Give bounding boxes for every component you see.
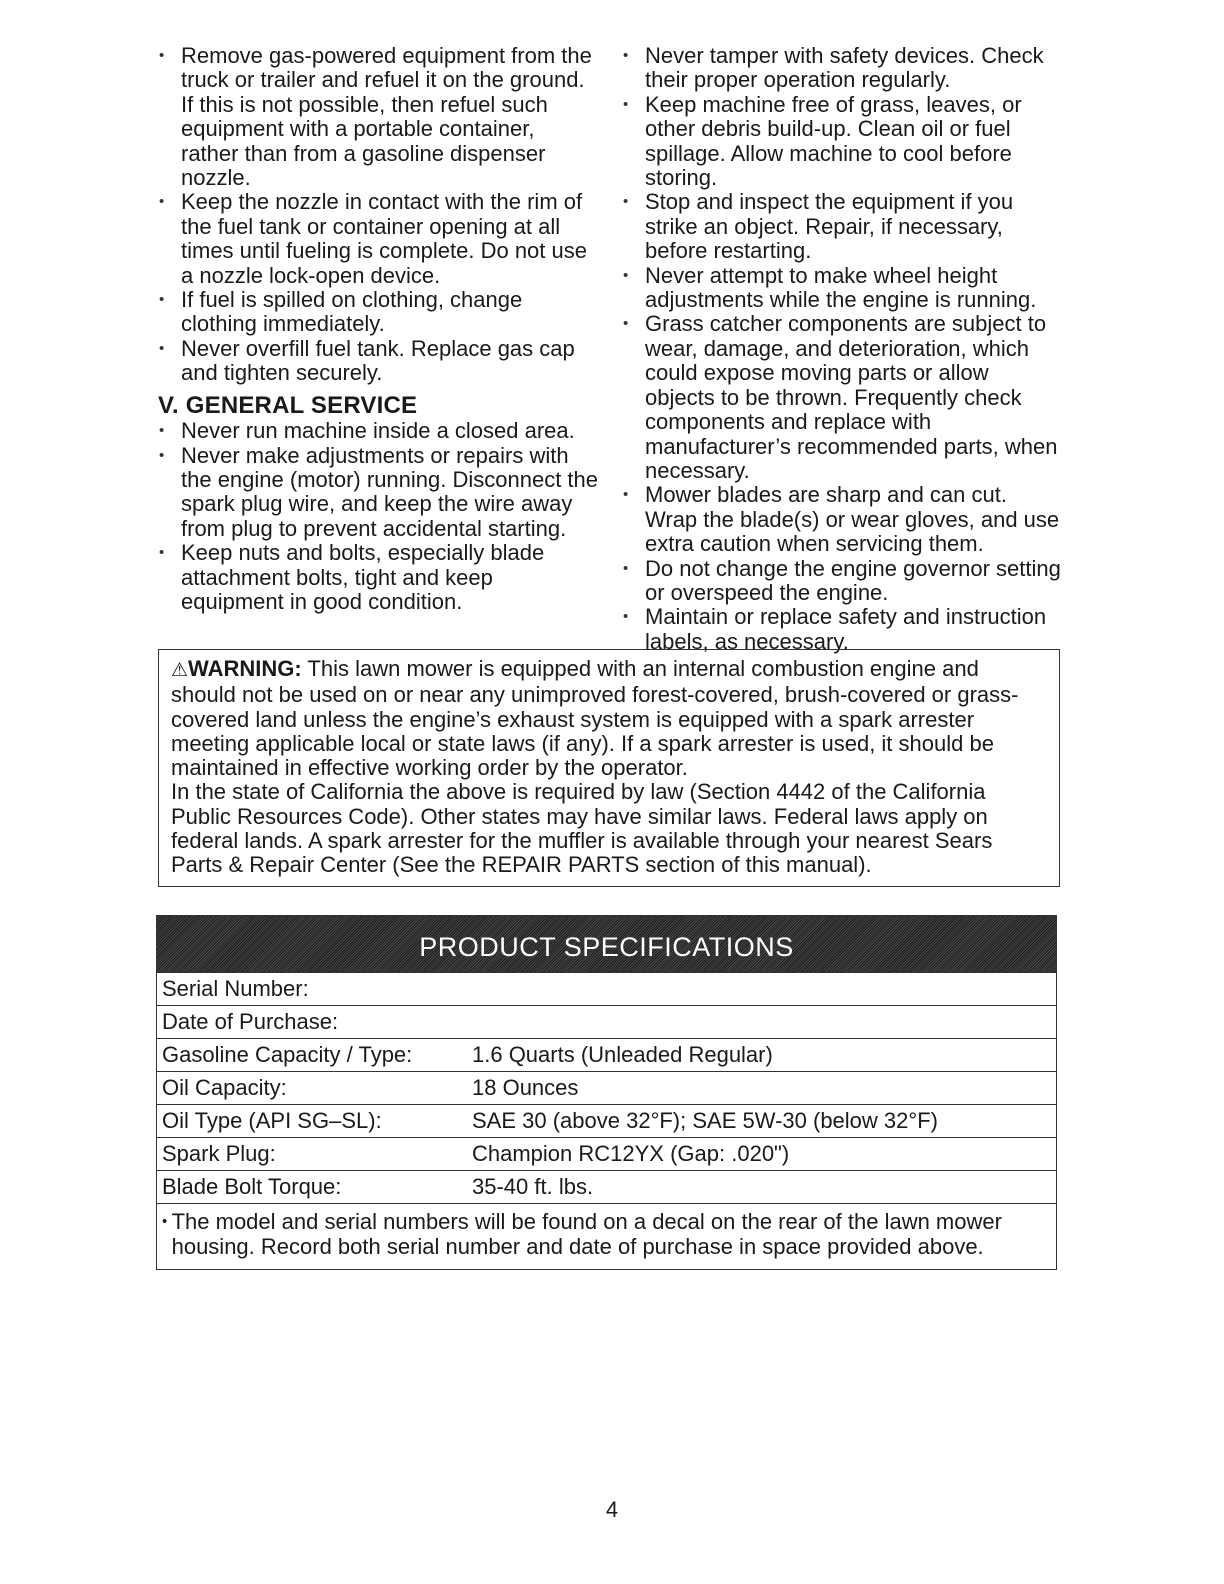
list-item: • Never make adjustments or repairs with the engine (motor) running. Disconnect the spark plug wire, and keep the wire away from plug to prevent accidental starting. xyxy=(158,444,598,542)
spec-value: SAE 30 (above 32°F); SAE 5W-30 (below 32°F) xyxy=(472,1108,938,1133)
table-row xyxy=(157,1137,1056,1170)
list-item: • Do not change the engine governor setting or overspeed the engine. xyxy=(622,557,1062,606)
spec-label: Gasoline Capacity / Type: xyxy=(162,1042,413,1067)
right-column xyxy=(622,44,1062,654)
warning-text: This lawn mower is equipped with an internal combustion engine and should not be used on or near any unimproved forest-covered, brush-covered or grass-covered land unless the engine’s exhaust system is equipped with a spark arrester meeting applicable local or state laws (if any). If a spark arrester is used, it should be maintained in effective working order by the operator. xyxy=(171,656,1019,781)
warning-paragraph-2: In the state of California the above is required by law (Section 4442 of the California Public Resources Code). Other states may have similar laws. Federal laws apply on federal lands. A spark arrester for the muffler is available through your nearest Sears Parts & Repair Center (See the REPAIR PARTS section of this manual). xyxy=(171,779,993,878)
table-row xyxy=(157,1071,1056,1104)
list-item: • Mower blades are sharp and can cut. Wrap the blade(s) or wear gloves, and use extra caution when servicing them. xyxy=(622,483,1062,556)
safety-list xyxy=(622,44,1062,654)
bullet-icon: • xyxy=(162,1213,168,1230)
list-item: • Keep the nozzle in contact with the rim of the fuel tank or container opening at all times until fueling is complete. Do not use a nozzle lock-open device. xyxy=(158,190,598,288)
table-row xyxy=(157,1005,1056,1038)
list-item: • Grass catcher components are subject to wear, damage, and deterioration, which could expose moving parts or allow objects to be thrown. Frequently check components and replace with manufacturer’s recommended parts, when necessary. xyxy=(622,312,1062,483)
list-item: • Keep nuts and bolts, especially blade attachment bolts, tight and keep equipment in good condition. xyxy=(158,541,598,614)
list-item: • Never tamper with safety devices. Check their proper operation regularly. xyxy=(622,44,1062,93)
list-item: • If fuel is spilled on clothing, change clothing immediately. xyxy=(158,288,598,337)
spec-label: Spark Plug: xyxy=(162,1141,276,1166)
spec-value xyxy=(472,1006,1056,1038)
warning-triangle-icon: ⚠ xyxy=(171,660,189,681)
list-item: • Never run machine inside a closed area. xyxy=(158,419,598,443)
fueling-list xyxy=(158,44,598,386)
list-item: • Never overfill fuel tank. Replace gas cap and tighten securely. xyxy=(158,337,598,386)
service-list xyxy=(158,419,598,614)
section-heading-general-service: V. GENERAL SERVICE xyxy=(158,391,418,419)
note-text: The model and serial numbers will be found on a decal on the rear of the lawn mower housing. Record both serial number and date of purchase in space provided above. xyxy=(171,1209,1002,1259)
spec-note xyxy=(157,1203,1056,1269)
spec-label: Oil Type (API SG–SL): xyxy=(162,1108,382,1133)
product-specifications-table xyxy=(156,915,1057,1270)
spec-value xyxy=(472,973,1056,1005)
spec-value: Champion RC12YX (Gap: .020") xyxy=(472,1141,790,1166)
spec-value: 18 Ounces xyxy=(472,1075,579,1100)
list-item: • Maintain or replace safety and instruction labels, as necessary. xyxy=(622,605,1062,654)
list-item: • Keep machine free of grass, leaves, or other debris build-up. Clean oil or fuel spillage. Allow machine to cool before storing. xyxy=(622,93,1062,191)
spec-value: 35-40 ft. lbs. xyxy=(472,1174,594,1199)
page-number: 4 xyxy=(605,1497,619,1522)
spec-label: Blade Bolt Torque: xyxy=(162,1174,342,1199)
spec-label: Oil Capacity: xyxy=(162,1075,287,1100)
warning-paragraph xyxy=(171,657,1049,780)
spec-label: Serial Number: xyxy=(162,976,309,1001)
warning-label: WARNING: xyxy=(188,656,302,681)
table-row xyxy=(157,1038,1056,1071)
table-row xyxy=(157,1170,1056,1203)
list-item: • Remove gas-powered equipment from the truck or trailer and refuel it on the ground. If this is not possible, then refuel such equipment with a portable container, rather than from a gasoline dispenser nozzle. xyxy=(158,44,598,190)
left-column xyxy=(158,44,598,614)
warning-box xyxy=(158,649,1060,887)
table-row xyxy=(157,972,1056,1005)
spec-title: PRODUCT SPECIFICATIONS xyxy=(157,916,1056,972)
note-row xyxy=(162,1209,1050,1259)
list-item: • Stop and inspect the equipment if you strike an object. Repair, if necessary, before restarting. xyxy=(622,190,1062,263)
table-row xyxy=(157,1104,1056,1137)
spec-value: 1.6 Quarts (Unleaded Regular) xyxy=(472,1042,773,1067)
spec-label: Date of Purchase: xyxy=(162,1009,339,1034)
list-item: • Never attempt to make wheel height adjustments while the engine is running. xyxy=(622,264,1062,313)
